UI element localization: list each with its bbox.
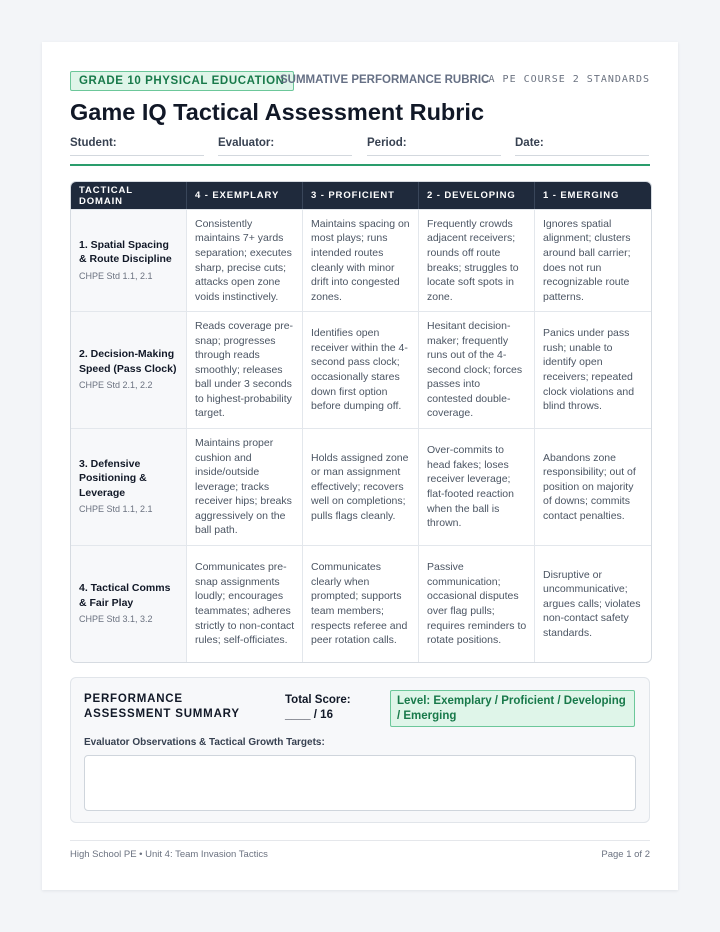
header-meta (70, 70, 650, 90)
developing-cell: Passive communication; occasional disputes over flag pulls; requires reminders to rotate positions. (419, 545, 535, 662)
column-header: 3 - PROFICIENT (303, 182, 419, 209)
emerging-cell: Ignores spatial alignment; clusters around ball carrier; does not run recognizable route patterns. (535, 209, 651, 311)
table-row (71, 311, 651, 428)
developing-cell: Frequently crowds adjacent receivers; rounds off route breaks; struggles to locate soft spots in zone. (419, 209, 535, 311)
developing-cell: Hesitant decision-maker; frequently runs out of the 4-second clock; forces passes into contested double-coverage. (419, 311, 535, 428)
table-row (71, 428, 651, 545)
exemplary-cell: Maintains proper cushion and inside/outside leverage; tracks receiver hips; breaks aggressively on the ball path. (187, 428, 303, 545)
performance-summary (70, 677, 650, 823)
evaluator-field[interactable]: Evaluator: (218, 137, 352, 156)
summary-title: PERFORMANCE ASSESSMENT SUMMARY (84, 693, 240, 720)
footer-divider (70, 840, 650, 841)
domain-name: 1. Spatial Spacing & Route Discipline (79, 238, 172, 266)
page-title: Game IQ Tactical Assessment Rubric (70, 99, 485, 125)
domain-name: 4. Tactical Comms & Fair Play (79, 582, 171, 609)
column-header: 2 - DEVELOPING (419, 182, 535, 209)
developing-cell: Over-commits to head fakes; loses receiver leverage; flat-footed reaction when the ball is thrown. (419, 428, 535, 545)
header-divider (70, 164, 650, 166)
proficient-cell: Identifies open receiver within the 4-second pass clock; occasionally stares down first option before dumping off. (303, 311, 419, 428)
emerging-cell: Abandons zone responsibility; out of position on majority of downs; commits contact penalties. (535, 428, 651, 545)
observations-label: Evaluator Observations & Tactical Growth Targets: (84, 737, 325, 748)
domain-standard: CHPE Std 2.1, 2.2 (79, 380, 153, 391)
proficient-cell: Holds assigned zone or man assignment effectively; recovers well on completions; pulls flags cleanly. (303, 428, 419, 545)
footer-unit: High School PE • Unit 4: Team Invasion Tactics (70, 849, 268, 860)
period-field[interactable]: Period: (367, 137, 501, 156)
exemplary-cell: Reads coverage pre-snap; progresses through reads smoothly; releases ball under 3 seconds to highest-probability target. (187, 311, 303, 428)
domain-standard: CHPE Std 1.1, 2.1 (79, 504, 153, 515)
domain-name: 2. Decision-Making Speed (Pass Clock) (79, 348, 177, 375)
page-number: Page 1 of 2 (601, 849, 650, 860)
domain-cell (71, 545, 187, 662)
domain-cell (71, 209, 187, 311)
level-badge: Level: Exemplary / Proficient / Developing / Emerging (390, 690, 635, 727)
table-row (71, 545, 651, 662)
domain-cell (71, 428, 187, 545)
proficient-cell: Communicates clearly when prompted; supports team members; respects referee and peer rotation calls. (303, 545, 419, 662)
student-field[interactable]: Student: (70, 137, 204, 156)
info-fields (70, 137, 650, 157)
rubric-table (70, 181, 652, 663)
grade-badge: GRADE 10 PHYSICAL EDUCATION (70, 71, 294, 91)
emerging-cell: Disruptive or uncommunicative; argues calls; violates non-contact safety standards. (535, 545, 651, 662)
domain-name: 3. Defensive Positioning & Leverage (79, 457, 147, 499)
exemplary-cell: Communicates pre-snap assignments loudly; encourages teammates; adheres strictly to non-contact rules; self-officiates. (187, 545, 303, 662)
table-row (71, 209, 651, 311)
total-score-field[interactable]: Total Score: ____ / 16 (285, 694, 351, 721)
table-header-row (71, 182, 651, 209)
column-header: 4 - EXEMPLARY (187, 182, 303, 209)
domain-standard: CHPE Std 3.1, 3.2 (79, 614, 153, 625)
proficient-cell: Maintains spacing on most plays; runs intended routes cleanly with minor drift into congested zones. (303, 209, 419, 311)
rubric-page (42, 42, 678, 890)
column-header: 1 - EMERGING (535, 182, 651, 209)
emerging-cell: Panics under pass rush; unable to identify open receivers; repeated clock violations and blind throws. (535, 311, 651, 428)
date-field[interactable]: Date: (515, 137, 649, 156)
domain-cell (71, 311, 187, 428)
observations-textbox[interactable] (84, 755, 636, 811)
document-type: SUMMATIVE PERFORMANCE RUBRIC (280, 74, 490, 86)
column-header: TACTICAL DOMAIN (71, 182, 187, 209)
exemplary-cell: Consistently maintains 7+ yards separation; executes sharp, precise cuts; attacks open zone voids instinctively. (187, 209, 303, 311)
domain-standard: CHPE Std 1.1, 2.1 (79, 270, 153, 281)
standards-label: CA PE COURSE 2 STANDARDS (481, 74, 650, 85)
